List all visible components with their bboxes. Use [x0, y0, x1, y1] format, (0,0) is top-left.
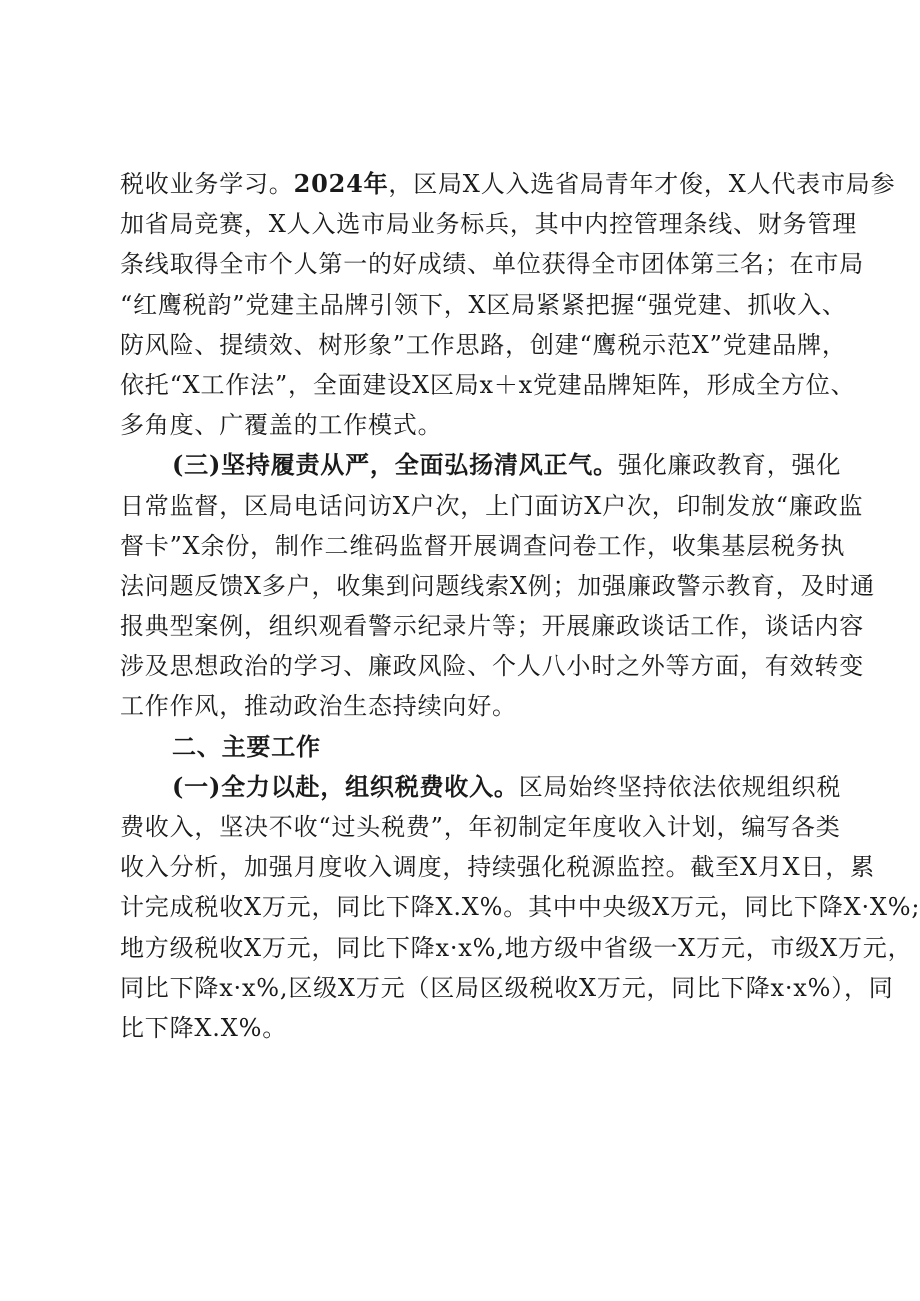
subsection-heading: (三)坚持履责从严，全面弘扬清风正气。 [172, 450, 618, 480]
text-line: 税收业务学习。2024年，区局X人入选省局青年才俊，X人代表市局参 [120, 169, 896, 198]
text-line: 依托“X工作法”，全面建设X区局x＋x党建品牌矩阵，形成全方位、 [120, 370, 856, 399]
text-line: 费收入，坚决不收“过头税费”，年初制定年度收入计划，编写各类 [120, 813, 841, 841]
text-line: 加省局竞赛，X人入选市局业务标兵，其中内控管理条线、财务管理 [120, 210, 858, 239]
document-body [120, 164, 920, 1048]
text-line: 同比下降x·x%,区级X万元（区局区级税收X万元，同比下降x·x%），同 [120, 973, 894, 1002]
text-line: 涉及思想政治的学习、廉政风险、个人八小时之外等方面，有效转变 [120, 652, 864, 681]
subsection-heading: (一)全力以赴，组织税费收入。 [172, 771, 519, 801]
text-line: 防风险、提绩效、树形象”工作思路，创建“鹰税示范X”党建品牌， [120, 330, 847, 359]
text-line: 条线取得全市个人第一的好成绩、单位获得全市团体第三名；在市局 [120, 250, 864, 279]
text-line: 报典型案例，组织观看警示纪录片等；开展廉政谈话工作，谈话内容 [120, 612, 864, 641]
text-line: 工作作风，推动政治生态持续向好。 [120, 692, 517, 721]
text-line: 督卡”X余份，制作二维码监督开展调查问卷工作，收集基层税务执 [120, 531, 846, 560]
paragraph-integrity [120, 445, 875, 726]
paragraph-tax-revenue [120, 767, 920, 1048]
text-line: 日常监督，区局电话问访X户次，上门面访X户次，印制发放“廉政监 [120, 491, 864, 520]
text-line: 地方级税收X万元，同比下降x·x%,地方级中省级一X万元，市级X万元， [120, 933, 913, 962]
text-line: (一)全力以赴，组织税费收入。区局始终坚持依法依规组织税 [172, 771, 842, 801]
text-line: 法问题反馈X多户，收集到问题线索X例；加强廉政警示教育，及时通 [120, 571, 875, 600]
text-line: 多角度、广覆盖的工作模式。 [120, 411, 443, 440]
paragraph-continuation [120, 164, 896, 445]
text-line: 比下降X.X%。 [120, 1013, 288, 1042]
text-line: 计完成税收X万元，同比下降X.X%。其中中央级X万元，同比下降X·X%; [120, 893, 920, 922]
text-line: (三)坚持履责从严，全面弘扬清风正气。强化廉政教育，强化 [172, 450, 842, 480]
text-line: “红鹰税韵”党建主品牌引领下，X区局紧紧把握“强党建、抓收入、 [120, 290, 847, 319]
year-text: 2024年 [293, 169, 389, 198]
text-line: 收入分析，加强月度收入调度，持续强化税源监控。截至X月X日，累 [120, 853, 875, 882]
section-heading: 二、主要工作 [172, 732, 321, 761]
